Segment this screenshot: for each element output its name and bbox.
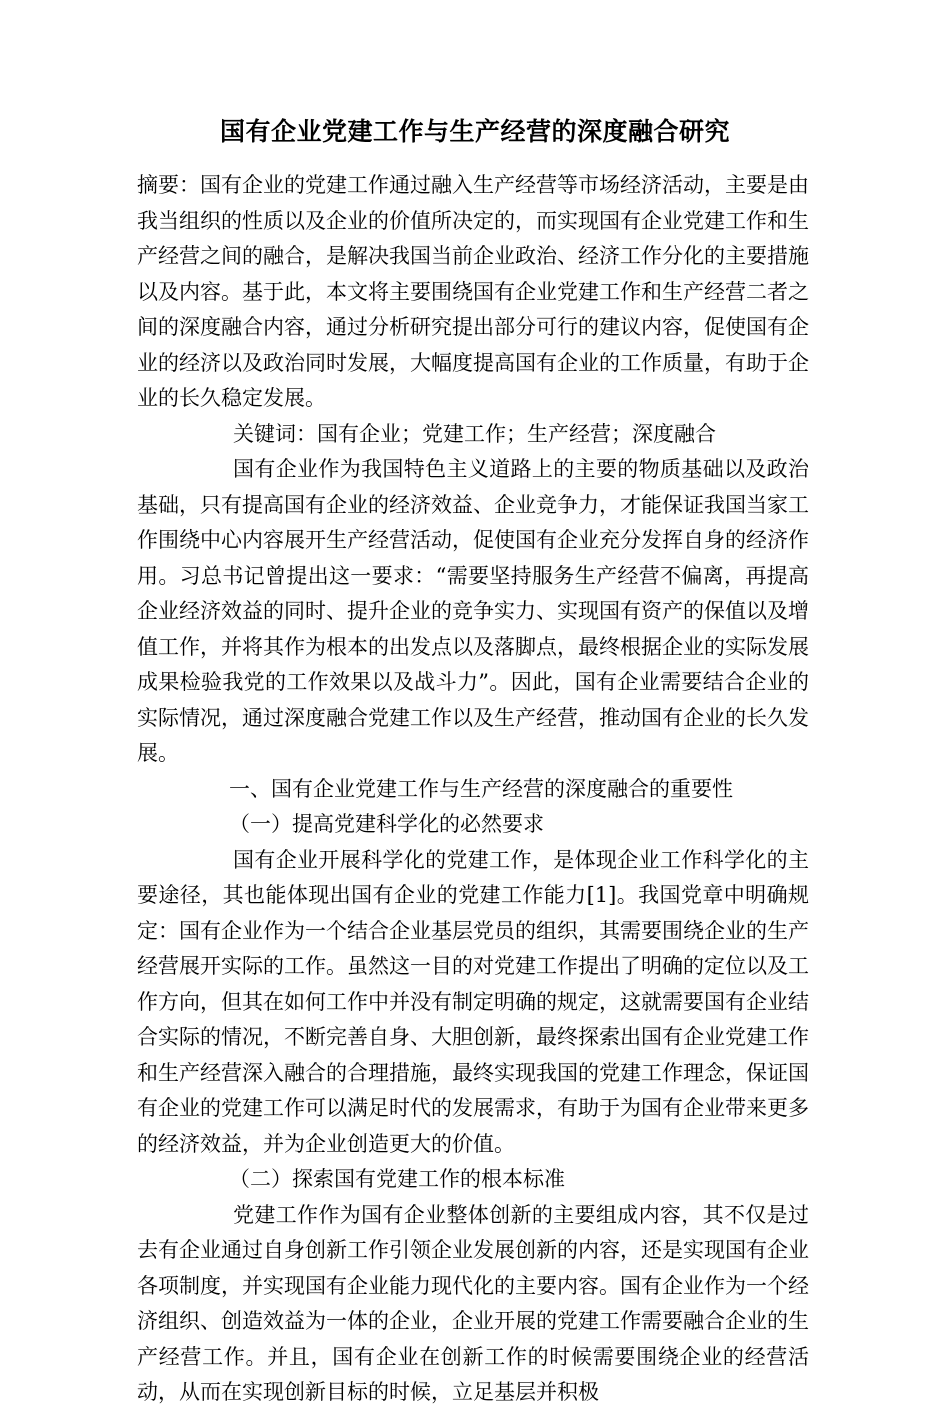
subsection-1-paragraph: 国有企业开展科学化的党建工作，是体现企业工作科学化的主要途径，其也能体现出国有企业的党建工作能力[1]。我国党章中明确规定：国有企业作为一个结合企业基层党员的组织，其需要围绕企业的生产经营展开实际的工作。虽然这一目的对党建工作提出了明确的定位以及工作方向，但其在如何工作中并没有制定明确的规定，这就需要国有企业结合实际的情况，不断完善自身、大胆创新，最终探索出国有企业党建工作和生产经营深入融合的合理措施，最终实现我国的党建工作理念，保证国有企业的党建工作可以满足时代的发展需求，有助于为国有企业带来更多的经济效益，并为企业创造更大的价值。 [137,847,809,1156]
keywords-paragraph: 关键词：国有企业；党建工作；生产经营；深度融合 [233,421,716,446]
document-body [137,168,809,1411]
section-heading-1: 一、国有企业党建工作与生产经营的深度融合的重要性 [229,776,733,801]
subsection-2-paragraph: 党建工作作为国有企业整体创新的主要组成内容，其不仅是过去有企业通过自身创新工作引领企业发展创新的内容，还是实现国有企业各项制度，并实现国有企业能力现代化的主要内容。国有企业作为一个经济组织、创造效益为一体的企业，企业开展的党建工作需要融合企业的生产经营工作。并且，国有企业在创新工作的时候需要围绕企业的经营活动，从而在实现创新目标的时候，立足基层并积极 [137,1202,809,1404]
abstract-paragraph: 摘要：国有企业的党建工作通过融入生产经营等市场经济活动，主要是由我当组织的性质以及企业的价值所决定的，而实现国有企业党建工作和生产经营之间的融合，是解决我国当前企业政治、经济工作分化的主要措施以及内容。基于此，本文将主要围绕国有企业党建工作和生产经营二者之间的深度融合内容，通过分析研究提出部分可行的建议内容，促使国有企业的经济以及政治同时发展，大幅度提高国有企业的工作质量，有助于企业的长久稳定发展。 [137,173,809,410]
intro-paragraph: 国有企业作为我国特色主义道路上的主要的物质基础以及政治基础，只有提高国有企业的经济效益、企业竞争力，才能保证我国当家工作围绕中心内容展开生产经营活动，促使国有企业充分发挥自身的经济作用。习总书记曾提出这一要求：“需要坚持服务生产经营不偏离，再提高企业经济效益的同时、提升企业的竞争实力、实现国有资产的保值以及增值工作，并将其作为根本的出发点以及落脚点，最终根据企业的实际发展成果检验我党的工作效果以及战斗力”。因此，国有企业需要结合企业的实际情况，通过深度融合党建工作以及生产经营，推动国有企业的长久发展。 [137,457,809,765]
subsection-heading-1: （一）提高党建科学化的必然要求 [229,812,544,836]
document-title: 国有企业党建工作与生产经营的深度融合研究 [219,117,730,146]
subsection-heading-2: （二）探索国有党建工作的根本标准 [229,1167,565,1191]
